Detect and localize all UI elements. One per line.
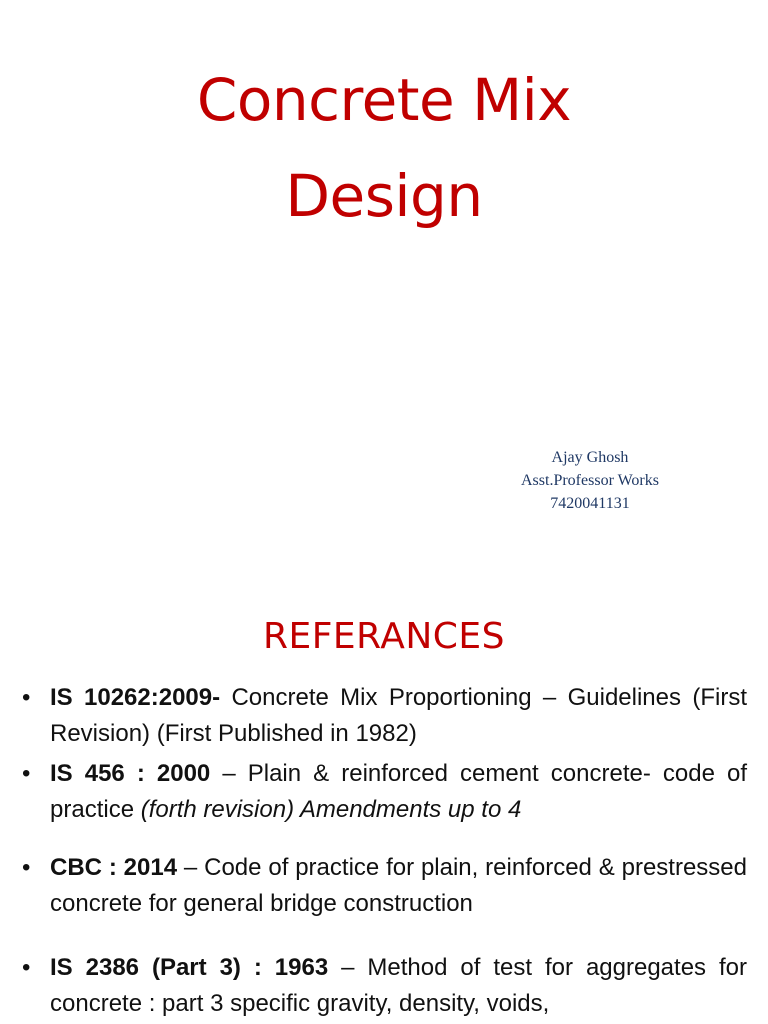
- author-role: Asst.Professor Works: [521, 472, 659, 489]
- author-phone: 7420041131: [550, 495, 630, 512]
- reference-item: [20, 756, 747, 828]
- bullet-icon: •: [22, 760, 31, 787]
- reference-note: (forth revision) Amendments up to 4: [140, 796, 522, 823]
- author-block: [460, 446, 720, 515]
- reference-code: IS 2386 (Part 3) : 1963: [50, 954, 329, 981]
- reference-item: [20, 680, 747, 752]
- reference-item: [20, 850, 747, 922]
- reference-text: – Method of test for aggregates for concrete : part 3 specific gravity, density, voids,: [50, 954, 747, 1017]
- reference-code: IS 10262:2009-: [50, 684, 221, 711]
- slide-title-line-2: Design: [285, 162, 483, 230]
- bullet-icon: •: [22, 854, 31, 881]
- reference-text: – Plain & reinforced cement concrete- code of practice: [50, 760, 747, 823]
- slide-title-line-1: Concrete Mix: [196, 66, 572, 134]
- references-slide: [0, 576, 768, 1024]
- reference-item: [20, 950, 747, 1022]
- reference-text: – Code of practice for plain, reinforced & prestressed concrete for general bridge construction: [50, 854, 747, 917]
- reference-code: CBC : 2014: [50, 854, 178, 881]
- bullet-icon: •: [22, 954, 31, 981]
- reference-code: IS 456 : 2000: [50, 760, 211, 787]
- slide-title: [0, 52, 768, 244]
- author-name: Ajay Ghosh: [551, 449, 629, 466]
- references-heading: REFERANCES: [262, 616, 506, 657]
- bullet-icon: •: [22, 684, 31, 711]
- reference-text: Concrete Mix Proportioning – Guidelines (First Revision) (First Published in 1982): [50, 684, 747, 747]
- references-list: [20, 680, 747, 1022]
